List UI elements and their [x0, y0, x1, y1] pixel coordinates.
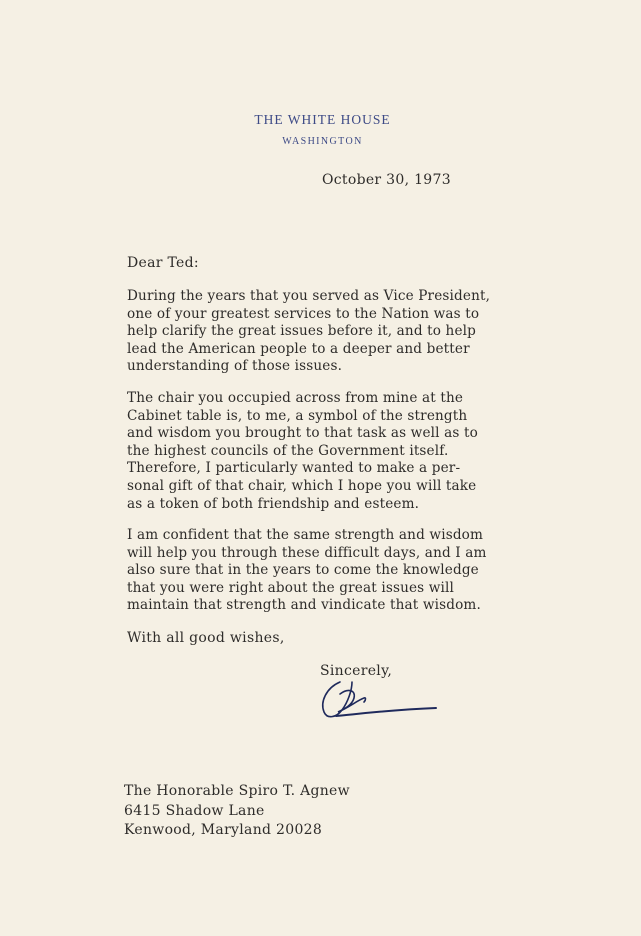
paragraph-line: Cabinet table is, to me, a symbol of the strength	[127, 407, 468, 424]
paragraph-line: help clarify the great issues before it, and to help	[127, 323, 477, 340]
recipient-name: The Honorable Spiro T. Agnew	[124, 783, 350, 799]
paragraph-line: understanding of those issues.	[127, 358, 343, 375]
paragraph-1	[127, 288, 567, 376]
salutation: Dear Ted:	[127, 255, 199, 271]
closing-line: With all good wishes,	[127, 630, 285, 646]
paragraph-line: maintain that strength and vindicate that wisdom.	[127, 597, 481, 614]
recipient-street: 6415 Shadow Lane	[124, 802, 265, 819]
paragraph-3	[127, 527, 567, 615]
paragraph-line: lead the American people to a deeper and better	[127, 340, 470, 357]
signoff: Sincerely,	[320, 663, 393, 679]
paragraph-line: one of your greatest services to the Nation was to	[127, 305, 480, 322]
paragraph-line: I am confident that the same strength and wisdom	[127, 527, 484, 543]
signature-mark	[318, 672, 440, 724]
paragraph-line: the highest councils of the Government itself.	[127, 442, 449, 459]
paragraph-line: also sure that in the years to come the knowledge	[127, 562, 479, 579]
paragraph-2	[127, 390, 567, 513]
recipient-address	[124, 782, 350, 841]
paragraph-line: that you were right about the great issues will	[127, 579, 455, 596]
paragraph-line: Therefore, I particularly wanted to make a per-	[127, 460, 461, 477]
paragraph-line: and wisdom you brought to that task as well as to	[127, 425, 478, 442]
recipient-city: Kenwood, Maryland 20028	[124, 822, 323, 838]
paragraph-line: During the years that you served as Vice President,	[127, 288, 491, 304]
letter-date: October 30, 1973	[322, 172, 451, 188]
letterhead-city: WASHINGTON	[282, 136, 363, 147]
paragraph-line: sonal gift of that chair, which I hope you will take	[127, 477, 477, 494]
paragraph-line: will help you through these difficult days, and I am	[127, 544, 487, 561]
paragraph-line: as a token of both friendship and esteem.	[127, 495, 420, 512]
letterhead-title: THE WHITE HOUSE	[254, 112, 391, 127]
paragraph-line: The chair you occupied across from mine at the	[127, 390, 464, 406]
